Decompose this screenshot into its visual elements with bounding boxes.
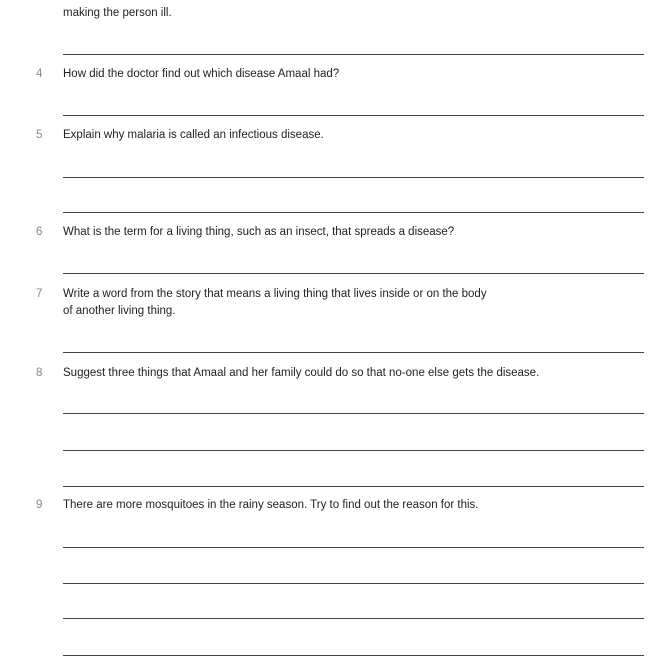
question-number: 5	[36, 129, 43, 141]
answer-line[interactable]	[63, 450, 644, 451]
answer-line[interactable]	[63, 115, 644, 116]
question-text: Explain why malaria is called an infectious disease.	[63, 129, 324, 141]
answer-line[interactable]	[63, 547, 644, 548]
question-text: Suggest three things that Amaal and her family could do so that no-one else gets the disease.	[63, 367, 540, 379]
answer-line[interactable]	[63, 583, 644, 584]
answer-line[interactable]	[63, 618, 644, 619]
answer-line[interactable]	[63, 486, 644, 487]
question-number: 6	[36, 226, 43, 238]
answer-line[interactable]	[63, 177, 644, 178]
question-text: There are more mosquitoes in the rainy season. Try to find out the reason for this.	[63, 499, 479, 511]
answer-line[interactable]	[63, 54, 644, 55]
question-text: of another living thing.	[63, 305, 176, 317]
answer-line[interactable]	[63, 212, 644, 213]
answer-line[interactable]	[63, 352, 644, 353]
answer-line[interactable]	[63, 273, 644, 274]
question-number: 9	[36, 499, 43, 511]
question-text: Write a word from the story that means a living thing that lives inside or on the body	[63, 288, 487, 300]
question-number: 4	[36, 68, 43, 80]
question-number: 7	[36, 288, 43, 300]
answer-line[interactable]	[63, 655, 644, 656]
answer-line[interactable]	[63, 413, 644, 414]
question-text: How did the doctor find out which disease Amaal had?	[63, 68, 340, 80]
question-number: 8	[36, 367, 43, 379]
question-text: What is the term for a living thing, such as an insect, that spreads a disease?	[63, 226, 455, 238]
question-3-continuation: making the person ill.	[63, 7, 172, 19]
